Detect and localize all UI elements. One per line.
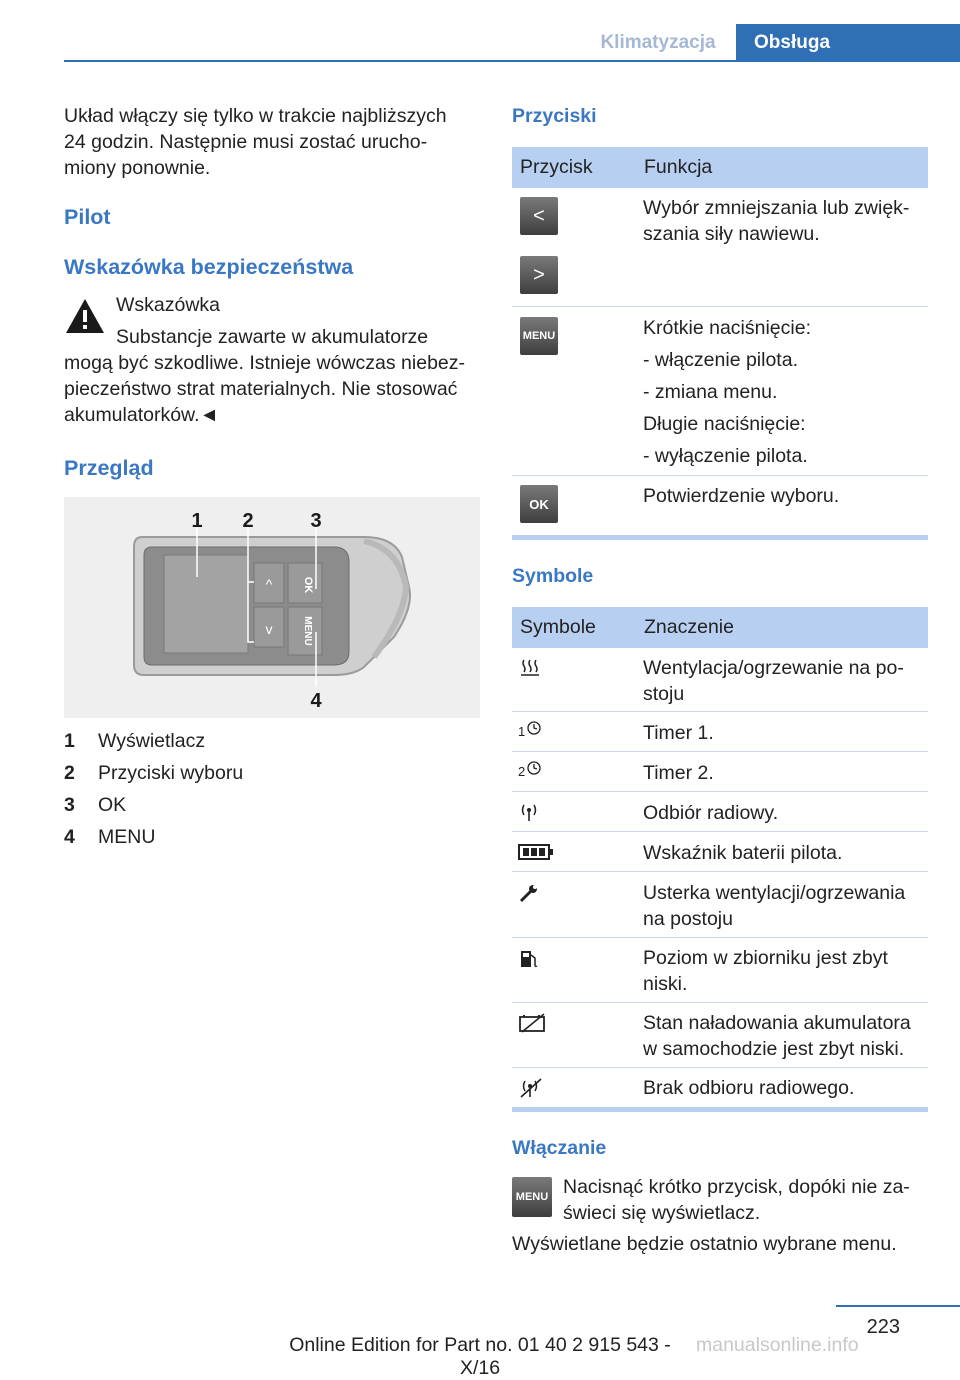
function-line: Krótkie naciśnięcie: bbox=[643, 317, 811, 339]
button-function bbox=[643, 315, 928, 469]
meaning-line: Usterka wentylacji/ogrzewania bbox=[643, 882, 906, 904]
legend-number: 4 bbox=[64, 826, 75, 848]
legend-label: Wyświetlacz bbox=[98, 730, 206, 752]
meaning-line: stoju bbox=[643, 683, 685, 705]
heading-overview: Przegląd bbox=[64, 456, 154, 480]
figure-callout-3: 3 bbox=[310, 510, 322, 532]
function-line: Długie naciśnięcie: bbox=[643, 413, 806, 435]
function-line: - zmiana menu. bbox=[643, 381, 778, 403]
chevron-left-icon: < bbox=[520, 197, 558, 235]
footer-rule bbox=[836, 1305, 960, 1307]
symbol-meaning bbox=[643, 1010, 928, 1062]
symbol-meaning bbox=[643, 945, 928, 997]
symbol-meaning: Timer 1. bbox=[643, 722, 714, 744]
symbol-meaning: Timer 2. bbox=[643, 762, 714, 784]
legend-label: MENU bbox=[98, 826, 156, 848]
row-separator bbox=[512, 475, 928, 476]
ok-key-label: OK bbox=[302, 576, 314, 594]
fuel-pump-icon bbox=[518, 948, 540, 970]
row-separator bbox=[512, 306, 928, 307]
row-separator bbox=[512, 1067, 928, 1068]
heading-symbols: Symbole bbox=[512, 565, 594, 587]
legend-number: 2 bbox=[64, 762, 75, 784]
table-end-rule bbox=[512, 1107, 928, 1112]
header-chapter-tab: Obsługa bbox=[736, 24, 960, 62]
intro-paragraph bbox=[64, 103, 484, 181]
figure-callout-2: 2 bbox=[242, 510, 254, 532]
symbols-table-header bbox=[512, 607, 928, 648]
function-line: - włączenie pilota. bbox=[643, 349, 798, 371]
legend-number: 1 bbox=[64, 730, 75, 752]
warning-line: pieczeństwo strat materialnych. Nie stosować bbox=[64, 378, 458, 400]
instruction-line: Nacisnąć krótko przycisk, dopóki nie za- bbox=[563, 1176, 910, 1198]
row-separator bbox=[512, 791, 928, 792]
row-separator bbox=[512, 831, 928, 832]
battery-icon bbox=[518, 843, 554, 861]
instruction-line: świeci się wyświetlacz. bbox=[563, 1202, 761, 1224]
symbol-meaning bbox=[643, 880, 928, 932]
legend-label: Przyciski wyboru bbox=[98, 762, 244, 784]
legend-item bbox=[64, 794, 480, 822]
meaning-line: niski. bbox=[643, 973, 688, 995]
heading-switch-on: Włączanie bbox=[512, 1137, 607, 1159]
figure-callout-4: 4 bbox=[310, 690, 322, 712]
column-header: Symbole bbox=[520, 616, 596, 638]
meaning-line: na postoju bbox=[643, 908, 733, 930]
no-radio-reception-icon bbox=[518, 1077, 544, 1099]
heading-pilot: Pilot bbox=[64, 205, 111, 229]
function-line: Wybór zmniejszania lub zwięk- bbox=[643, 197, 910, 219]
symbols-table bbox=[512, 607, 928, 648]
symbol-meaning: Wskaźnik baterii pilota. bbox=[643, 842, 843, 864]
header-rule bbox=[64, 60, 960, 62]
meaning-line: w samochodzie jest zbyt niski. bbox=[643, 1038, 905, 1060]
header-section-tab: Klimatyzacja bbox=[600, 32, 716, 53]
warning-title: Wskazówka bbox=[116, 294, 221, 316]
timer-prefix: 1 bbox=[518, 724, 526, 739]
radio-reception-icon bbox=[518, 802, 540, 822]
heading-safety: Wskazówka bezpieczeństwa bbox=[64, 255, 354, 279]
heading-buttons: Przyciski bbox=[512, 105, 597, 127]
switch-on-instruction bbox=[563, 1174, 928, 1226]
buttons-table bbox=[512, 147, 928, 188]
remote-control-figure bbox=[64, 497, 480, 718]
intro-line: 24 godzin. Następnie musi zostać urucho- bbox=[64, 131, 428, 153]
warning-triangle-icon bbox=[64, 296, 106, 336]
remote-control-illustration bbox=[64, 497, 480, 718]
column-header: Znaczenie bbox=[644, 616, 734, 638]
button-function: Potwierdzenie wyboru. bbox=[643, 485, 840, 507]
legend-item bbox=[64, 730, 480, 758]
ok-button-icon: OK bbox=[520, 485, 558, 523]
row-separator bbox=[512, 711, 928, 712]
clock-icon bbox=[526, 760, 542, 776]
legend-item bbox=[64, 762, 480, 790]
symbol-meaning: Brak odbioru radiowego. bbox=[643, 1077, 855, 1099]
buttons-table-header bbox=[512, 147, 928, 188]
page-number: 223 bbox=[866, 1316, 900, 1338]
clock-icon bbox=[526, 720, 542, 736]
table-end-rule bbox=[512, 535, 928, 540]
menu-button-icon: MENU bbox=[520, 317, 558, 355]
symbol-meaning bbox=[643, 655, 928, 707]
timer-1-icon bbox=[518, 724, 542, 739]
svg-text:^: ^ bbox=[265, 576, 273, 592]
chevron-right-icon: > bbox=[520, 256, 558, 294]
legend-item bbox=[64, 826, 480, 854]
row-separator bbox=[512, 871, 928, 872]
wrench-icon bbox=[518, 882, 540, 904]
ventilation-heating-icon bbox=[520, 658, 542, 676]
column-header: Przycisk bbox=[520, 156, 593, 178]
function-line: szania siły nawiewu. bbox=[643, 223, 820, 245]
warning-line: mogą być szkodliwe. Istnieje wówczas niebez- bbox=[64, 352, 466, 374]
menu-key-label: MENU bbox=[302, 616, 313, 646]
row-separator bbox=[512, 937, 928, 938]
column-header: Funkcja bbox=[644, 156, 713, 178]
edition-note: Online Edition for Part no. 01 40 2 915 543 - X/16 bbox=[289, 1334, 671, 1379]
row-separator bbox=[512, 1002, 928, 1003]
timer-2-icon bbox=[518, 764, 542, 779]
battery-low-icon bbox=[518, 1012, 548, 1034]
watermark: manualsonline.info bbox=[696, 1334, 859, 1356]
meaning-line: Stan naładowania akumulatora bbox=[643, 1012, 911, 1034]
meaning-line: Poziom w zbiorniku jest zbyt bbox=[643, 947, 888, 969]
meaning-line: Wentylacja/ogrzewanie na po- bbox=[643, 657, 904, 679]
symbol-meaning: Odbiór radiowy. bbox=[643, 802, 779, 824]
intro-line: Układ włączy się tylko w trakcie najbliższych bbox=[64, 105, 447, 127]
warning-line: Substancje zawarte w akumulatorze bbox=[116, 326, 429, 348]
switch-on-note: Wyświetlane będzie ostatnio wybrane menu. bbox=[512, 1233, 897, 1255]
button-function bbox=[643, 195, 928, 247]
intro-line: miony ponownie. bbox=[64, 157, 211, 179]
function-line: - wyłączenie pilota. bbox=[643, 445, 808, 467]
warning-line: akumulatorków.◄ bbox=[64, 404, 219, 426]
legend-number: 3 bbox=[64, 794, 75, 816]
timer-prefix: 2 bbox=[518, 764, 526, 779]
warning-body bbox=[64, 350, 484, 428]
svg-text:v: v bbox=[265, 621, 273, 637]
figure-callout-1: 1 bbox=[191, 510, 203, 532]
legend-label: OK bbox=[98, 794, 127, 816]
row-separator bbox=[512, 751, 928, 752]
menu-button-icon: MENU bbox=[512, 1177, 552, 1217]
